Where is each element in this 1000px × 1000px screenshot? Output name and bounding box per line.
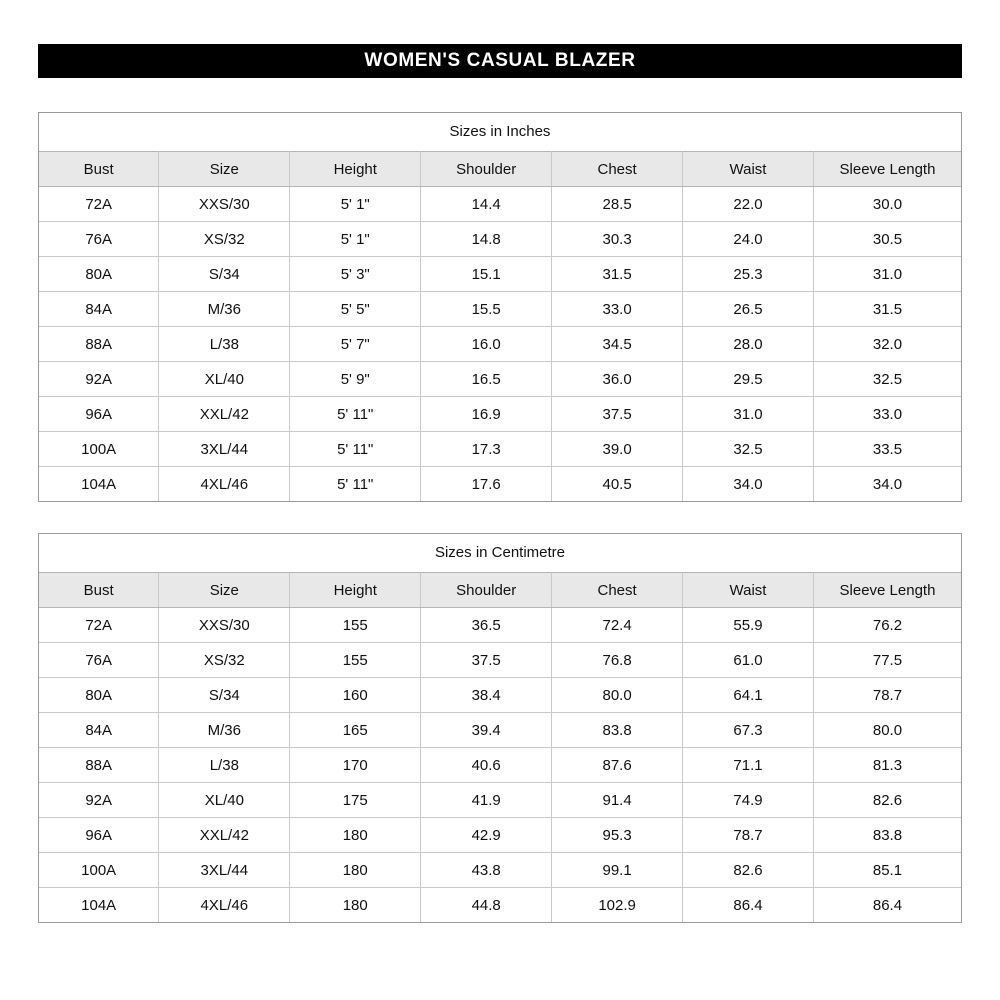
- table-row: [39, 783, 961, 818]
- cell-shoulder: 37.5: [421, 643, 552, 678]
- cell-sleeve-length: 30.0: [813, 187, 961, 222]
- table-row: [39, 257, 961, 292]
- table-header-row: [39, 152, 961, 187]
- cell-sleeve-length: 77.5: [813, 643, 961, 678]
- table-row: [39, 362, 961, 397]
- cell-shoulder: 16.9: [421, 397, 552, 432]
- size-table-centimetre-head: [39, 573, 961, 608]
- cell-shoulder: 43.8: [421, 853, 552, 888]
- cell-waist: 29.5: [683, 362, 814, 397]
- cell-size: L/38: [159, 748, 290, 783]
- table-row: [39, 327, 961, 362]
- cell-waist: 25.3: [683, 257, 814, 292]
- cell-waist: 22.0: [683, 187, 814, 222]
- cell-height: 5' 5": [290, 292, 421, 327]
- cell-sleeve-length: 32.0: [813, 327, 961, 362]
- cell-height: 155: [290, 643, 421, 678]
- cell-bust: 76A: [39, 643, 159, 678]
- size-table-inches: [39, 113, 961, 501]
- cell-chest: 39.0: [552, 432, 683, 467]
- cell-chest: 102.9: [552, 888, 683, 923]
- cell-shoulder: 36.5: [421, 608, 552, 643]
- column-header-height: Height: [290, 152, 421, 187]
- cell-chest: 72.4: [552, 608, 683, 643]
- size-table-inches-body: [39, 187, 961, 502]
- cell-chest: 31.5: [552, 257, 683, 292]
- cell-shoulder: 17.6: [421, 467, 552, 502]
- cell-chest: 30.3: [552, 222, 683, 257]
- cell-sleeve-length: 33.0: [813, 397, 961, 432]
- cell-shoulder: 44.8: [421, 888, 552, 923]
- table-row: [39, 292, 961, 327]
- column-header-waist: Waist: [683, 573, 814, 608]
- cell-sleeve-length: 34.0: [813, 467, 961, 502]
- table-row: [39, 748, 961, 783]
- size-table-inches-container: [38, 112, 962, 502]
- size-table-centimetre-caption: Sizes in Centimetre: [39, 534, 961, 572]
- table-row: [39, 397, 961, 432]
- cell-height: 5' 7": [290, 327, 421, 362]
- cell-size: XXL/42: [159, 818, 290, 853]
- cell-sleeve-length: 76.2: [813, 608, 961, 643]
- cell-sleeve-length: 81.3: [813, 748, 961, 783]
- cell-size: XXS/30: [159, 187, 290, 222]
- cell-chest: 99.1: [552, 853, 683, 888]
- cell-sleeve-length: 83.8: [813, 818, 961, 853]
- table-row: [39, 678, 961, 713]
- cell-chest: 33.0: [552, 292, 683, 327]
- cell-bust: 92A: [39, 783, 159, 818]
- cell-size: 3XL/44: [159, 853, 290, 888]
- column-header-shoulder: Shoulder: [421, 152, 552, 187]
- column-header-waist: Waist: [683, 152, 814, 187]
- cell-chest: 91.4: [552, 783, 683, 818]
- table-row: [39, 713, 961, 748]
- cell-waist: 82.6: [683, 853, 814, 888]
- cell-bust: 76A: [39, 222, 159, 257]
- cell-chest: 95.3: [552, 818, 683, 853]
- table-row: [39, 467, 961, 502]
- cell-shoulder: 41.9: [421, 783, 552, 818]
- cell-waist: 24.0: [683, 222, 814, 257]
- size-table-centimetre-container: [38, 533, 962, 923]
- cell-size: 3XL/44: [159, 432, 290, 467]
- cell-chest: 80.0: [552, 678, 683, 713]
- size-table-inches-head: [39, 152, 961, 187]
- cell-shoulder: 16.5: [421, 362, 552, 397]
- column-header-bust: Bust: [39, 152, 159, 187]
- column-header-sleeve-length: Sleeve Length: [813, 573, 961, 608]
- cell-bust: 72A: [39, 187, 159, 222]
- cell-size: XS/32: [159, 643, 290, 678]
- cell-chest: 37.5: [552, 397, 683, 432]
- cell-shoulder: 14.8: [421, 222, 552, 257]
- cell-shoulder: 40.6: [421, 748, 552, 783]
- cell-height: 175: [290, 783, 421, 818]
- cell-chest: 87.6: [552, 748, 683, 783]
- cell-shoulder: 16.0: [421, 327, 552, 362]
- cell-bust: 80A: [39, 257, 159, 292]
- cell-bust: 104A: [39, 467, 159, 502]
- column-header-shoulder: Shoulder: [421, 573, 552, 608]
- cell-sleeve-length: 78.7: [813, 678, 961, 713]
- cell-size: XL/40: [159, 783, 290, 818]
- cell-waist: 78.7: [683, 818, 814, 853]
- cell-size: XXL/42: [159, 397, 290, 432]
- cell-size: L/38: [159, 327, 290, 362]
- cell-shoulder: 14.4: [421, 187, 552, 222]
- cell-waist: 64.1: [683, 678, 814, 713]
- cell-sleeve-length: 30.5: [813, 222, 961, 257]
- table-row: [39, 888, 961, 923]
- table-row: [39, 608, 961, 643]
- cell-chest: 28.5: [552, 187, 683, 222]
- size-table-inches-caption: Sizes in Inches: [39, 113, 961, 151]
- cell-size: S/34: [159, 678, 290, 713]
- cell-bust: 88A: [39, 327, 159, 362]
- cell-waist: 74.9: [683, 783, 814, 818]
- cell-sleeve-length: 85.1: [813, 853, 961, 888]
- cell-bust: 84A: [39, 292, 159, 327]
- cell-waist: 28.0: [683, 327, 814, 362]
- cell-bust: 88A: [39, 748, 159, 783]
- cell-height: 180: [290, 853, 421, 888]
- cell-size: M/36: [159, 292, 290, 327]
- cell-height: 5' 1": [290, 187, 421, 222]
- cell-waist: 86.4: [683, 888, 814, 923]
- cell-waist: 31.0: [683, 397, 814, 432]
- table-row: [39, 643, 961, 678]
- cell-bust: 96A: [39, 818, 159, 853]
- column-header-chest: Chest: [552, 573, 683, 608]
- column-header-size: Size: [159, 152, 290, 187]
- cell-chest: 36.0: [552, 362, 683, 397]
- table-row: [39, 853, 961, 888]
- cell-shoulder: 38.4: [421, 678, 552, 713]
- table-row: [39, 818, 961, 853]
- cell-height: 155: [290, 608, 421, 643]
- cell-height: 165: [290, 713, 421, 748]
- cell-shoulder: 42.9: [421, 818, 552, 853]
- cell-size: 4XL/46: [159, 888, 290, 923]
- page-title-bar: [38, 44, 962, 78]
- cell-bust: 100A: [39, 432, 159, 467]
- table-row: [39, 432, 961, 467]
- cell-waist: 32.5: [683, 432, 814, 467]
- cell-bust: 100A: [39, 853, 159, 888]
- cell-height: 5' 11": [290, 467, 421, 502]
- cell-bust: 92A: [39, 362, 159, 397]
- cell-height: 5' 11": [290, 432, 421, 467]
- cell-waist: 71.1: [683, 748, 814, 783]
- cell-size: XL/40: [159, 362, 290, 397]
- cell-sleeve-length: 33.5: [813, 432, 961, 467]
- column-header-bust: Bust: [39, 573, 159, 608]
- cell-size: XXS/30: [159, 608, 290, 643]
- table-row: [39, 222, 961, 257]
- cell-height: 170: [290, 748, 421, 783]
- cell-waist: 55.9: [683, 608, 814, 643]
- cell-sleeve-length: 32.5: [813, 362, 961, 397]
- cell-sleeve-length: 82.6: [813, 783, 961, 818]
- cell-chest: 34.5: [552, 327, 683, 362]
- table-header-row: [39, 573, 961, 608]
- size-table-centimetre: [39, 534, 961, 922]
- cell-bust: 80A: [39, 678, 159, 713]
- cell-size: S/34: [159, 257, 290, 292]
- cell-size: XS/32: [159, 222, 290, 257]
- cell-shoulder: 15.1: [421, 257, 552, 292]
- cell-shoulder: 17.3: [421, 432, 552, 467]
- column-header-sleeve-length: Sleeve Length: [813, 152, 961, 187]
- cell-height: 5' 1": [290, 222, 421, 257]
- cell-height: 180: [290, 888, 421, 923]
- cell-waist: 61.0: [683, 643, 814, 678]
- table-row: [39, 187, 961, 222]
- cell-height: 5' 9": [290, 362, 421, 397]
- cell-bust: 104A: [39, 888, 159, 923]
- column-header-height: Height: [290, 573, 421, 608]
- cell-chest: 83.8: [552, 713, 683, 748]
- cell-chest: 40.5: [552, 467, 683, 502]
- cell-bust: 96A: [39, 397, 159, 432]
- column-header-chest: Chest: [552, 152, 683, 187]
- cell-shoulder: 15.5: [421, 292, 552, 327]
- cell-size: M/36: [159, 713, 290, 748]
- cell-waist: 26.5: [683, 292, 814, 327]
- page-title: WOMEN'S CASUAL BLAZER: [364, 50, 636, 71]
- cell-height: 160: [290, 678, 421, 713]
- cell-shoulder: 39.4: [421, 713, 552, 748]
- cell-waist: 67.3: [683, 713, 814, 748]
- cell-height: 180: [290, 818, 421, 853]
- column-header-size: Size: [159, 573, 290, 608]
- cell-waist: 34.0: [683, 467, 814, 502]
- cell-height: 5' 11": [290, 397, 421, 432]
- cell-bust: 72A: [39, 608, 159, 643]
- cell-sleeve-length: 31.5: [813, 292, 961, 327]
- cell-sleeve-length: 86.4: [813, 888, 961, 923]
- cell-height: 5' 3": [290, 257, 421, 292]
- cell-size: 4XL/46: [159, 467, 290, 502]
- cell-chest: 76.8: [552, 643, 683, 678]
- cell-sleeve-length: 80.0: [813, 713, 961, 748]
- size-table-centimetre-body: [39, 608, 961, 923]
- cell-sleeve-length: 31.0: [813, 257, 961, 292]
- cell-bust: 84A: [39, 713, 159, 748]
